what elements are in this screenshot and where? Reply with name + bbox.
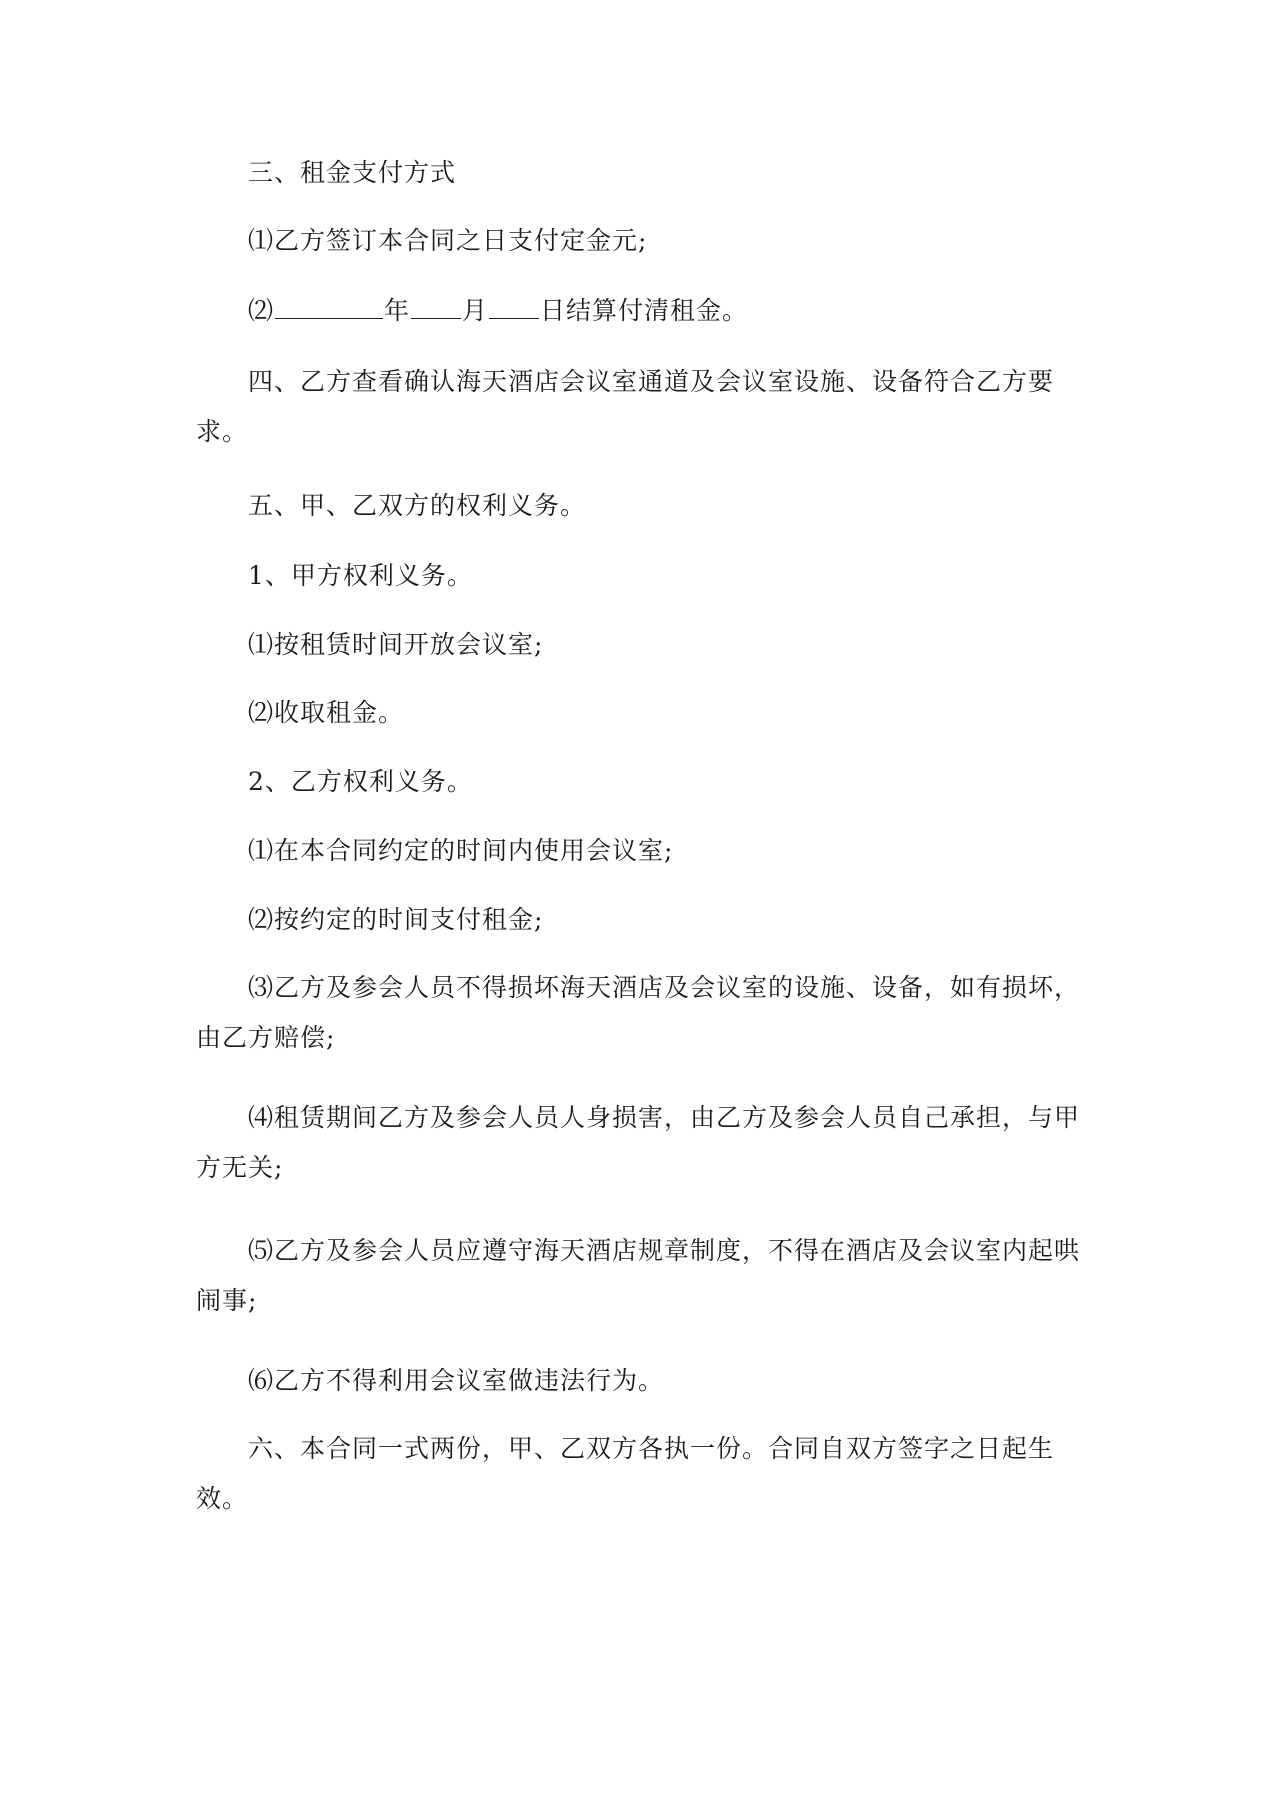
party-b-clause-1: ⑴在本合同约定的时间内使用会议室;	[248, 836, 674, 865]
section-3-heading: 三、租金支付方式	[248, 158, 457, 187]
party-b-heading: 2、乙方权利义务。	[248, 767, 473, 796]
day-blank	[489, 290, 539, 319]
party-b-clause-4: ⑷租赁期间乙方及参会人员人身损害，由乙方及参会人员自己承担，与甲方无关;	[196, 1103, 1081, 1182]
party-b-clause-6: ⑹乙方不得利用会议室做违法行为。	[248, 1366, 665, 1395]
clause-3-2	[196, 286, 1096, 336]
year-blank	[275, 290, 383, 319]
clause-3-2-prefix: ⑵	[248, 296, 275, 325]
section-4: 四、乙方查看确认海天酒店会议室通道及会议室设施、设备符合乙方要求。	[196, 367, 1055, 446]
party-b-clause-5: ⑸乙方及参会人员应遵守海天酒店规章制度，不得在酒店及会议室内起哄闹事;	[196, 1236, 1081, 1315]
year-label: 年	[384, 296, 411, 325]
month-label: 月	[462, 296, 489, 325]
party-a-clause-1: ⑴按租赁时间开放会议室;	[248, 630, 544, 659]
clause-3-1: ⑴乙方签订本合同之日支付定金元;	[248, 226, 648, 255]
section-5-heading: 五、甲、乙双方的权利义务。	[248, 491, 587, 520]
day-suffix: 日结算付清租金。	[540, 296, 749, 325]
party-b-clause-2: ⑵按约定的时间支付租金;	[248, 905, 544, 934]
month-blank	[411, 290, 461, 319]
party-b-clause-3: ⑶乙方及参会人员不得损坏海天酒店及会议室的设施、设备，如有损坏，由乙方赔偿;	[196, 973, 1081, 1052]
party-a-heading: 1、甲方权利义务。	[248, 561, 473, 590]
party-a-clause-2: ⑵收取租金。	[248, 698, 405, 727]
section-6: 六、本合同一式两份，甲、乙双方各执一份。合同自双方签字之日起生效。	[196, 1434, 1055, 1513]
